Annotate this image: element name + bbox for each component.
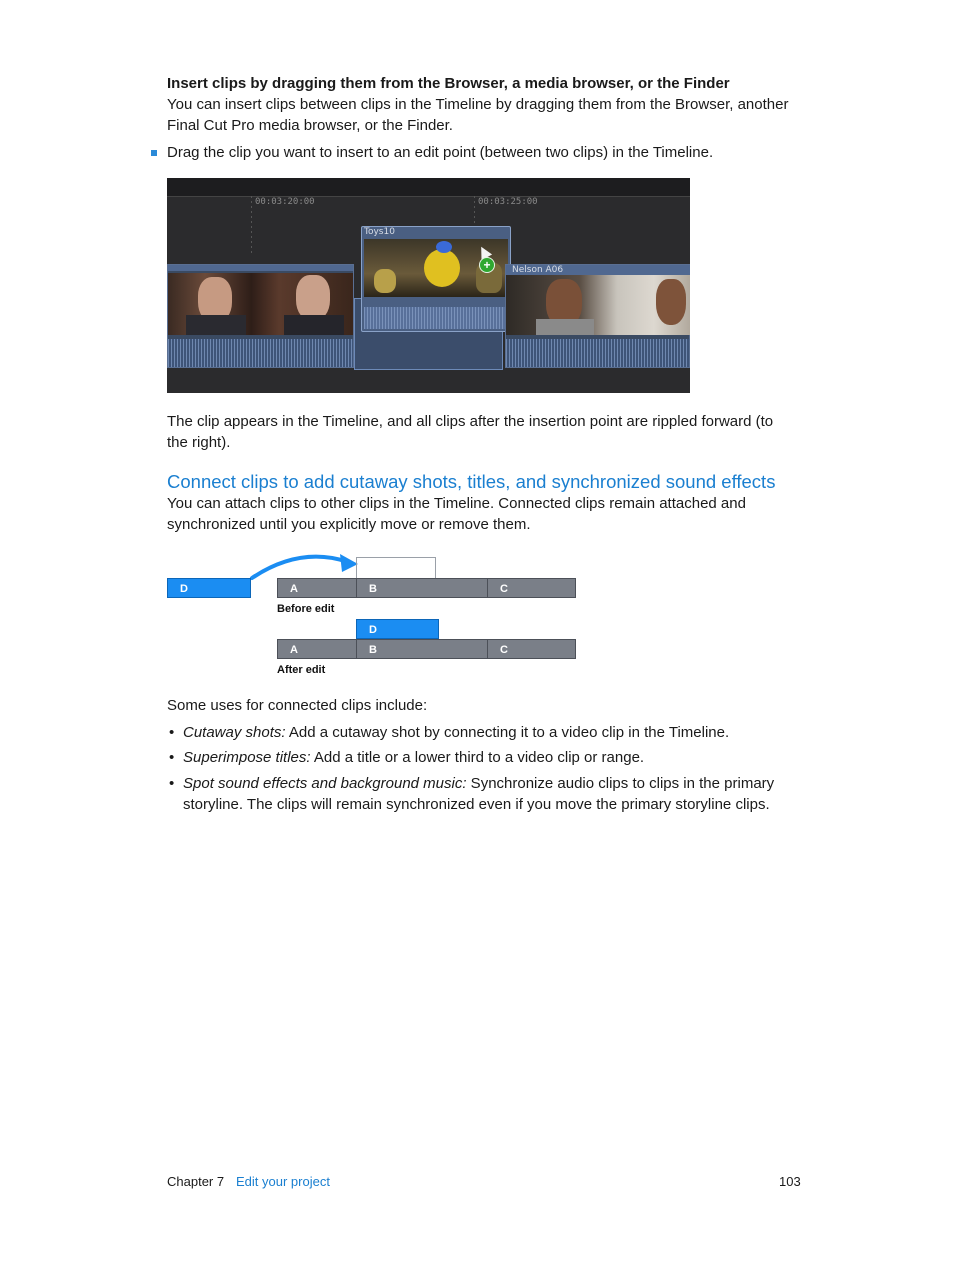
clip-dragged[interactable] — [361, 226, 511, 332]
timecode-right: 00:03:25:00 — [478, 197, 538, 207]
paragraph-line: You can insert clips between clips in the Timeline by dragging them from the Browser, another — [167, 96, 789, 113]
section-heading-connect: Connect clips to add cutaway shots, titles, and synchronized sound effects — [167, 471, 776, 492]
paragraph-line: You can attach clips to other clips in the Timeline. Connected clips remain attached and — [167, 495, 746, 512]
paragraph-line: the right). — [167, 434, 231, 451]
list-item: Cutaway shots: Add a cutaway shot by connecting it to a video clip in the Timeline. — [183, 724, 730, 741]
clip-a-after: A — [277, 639, 357, 659]
paragraph-line: synchronized until you explicitly move or remove them. — [167, 516, 531, 533]
clip-b-after: B — [356, 639, 488, 659]
list-item: Spot sound effects and background music: Synchronize audio clips to clips in the primary — [183, 775, 775, 792]
clip-right[interactable] — [505, 264, 690, 368]
timeline-screenshot — [167, 178, 690, 393]
clip-title: Toys10 — [364, 227, 395, 237]
before-edit-caption: Before edit — [277, 603, 335, 615]
bullet-dot-icon: • — [169, 724, 175, 741]
audio-waveform — [364, 307, 508, 329]
paragraph-line: The clip appears in the Timeline, and all clips after the insertion point are rippled forward (to — [167, 413, 774, 430]
square-bullet-icon — [151, 150, 157, 156]
audio-waveform — [506, 339, 689, 367]
page-number: 103 — [779, 1174, 801, 1189]
clip-b-before: B — [356, 578, 488, 598]
bullet-dot-icon: • — [169, 749, 175, 766]
add-plus-icon: + — [479, 257, 495, 273]
timecode-left: 00:03:20:00 — [255, 197, 315, 207]
list-item: Superimpose titles: Add a title or a lower third to a video clip or range. — [183, 749, 645, 766]
paragraph-line: Final Cut Pro media browser, or the Finder. — [167, 117, 453, 134]
clip-title: Nelson A06 — [512, 265, 564, 275]
audio-waveform — [168, 339, 353, 367]
clip-c-before: C — [487, 578, 576, 598]
clip-d-source: D — [167, 578, 251, 598]
clip-d-connected: D — [356, 619, 439, 639]
connect-clips-diagram — [160, 548, 590, 683]
clip-left[interactable] — [167, 264, 354, 368]
footer-chapter-link[interactable]: Edit your project — [236, 1174, 330, 1189]
clip-c-after: C — [487, 639, 576, 659]
clip-a-before: A — [277, 578, 357, 598]
footer-chapter: Chapter 7 — [167, 1174, 225, 1189]
section-heading-insert: Insert clips by dragging them from the Browser, a media browser, or the Finder — [167, 75, 730, 92]
list-item-continued: storyline. The clips will remain synchronized even if you move the primary storyline clips. — [183, 796, 770, 813]
clip-thumbnail — [506, 275, 690, 335]
clip-thumbnail — [168, 273, 353, 335]
after-edit-caption: After edit — [277, 664, 326, 676]
drop-target-outline — [356, 557, 436, 578]
step-text: Drag the clip you want to insert to an edit point (between two clips) in the Timeline. — [167, 144, 714, 161]
timeline-ruler — [167, 178, 690, 196]
list-intro: Some uses for connected clips include: — [167, 697, 428, 714]
bullet-dot-icon: • — [169, 775, 175, 792]
